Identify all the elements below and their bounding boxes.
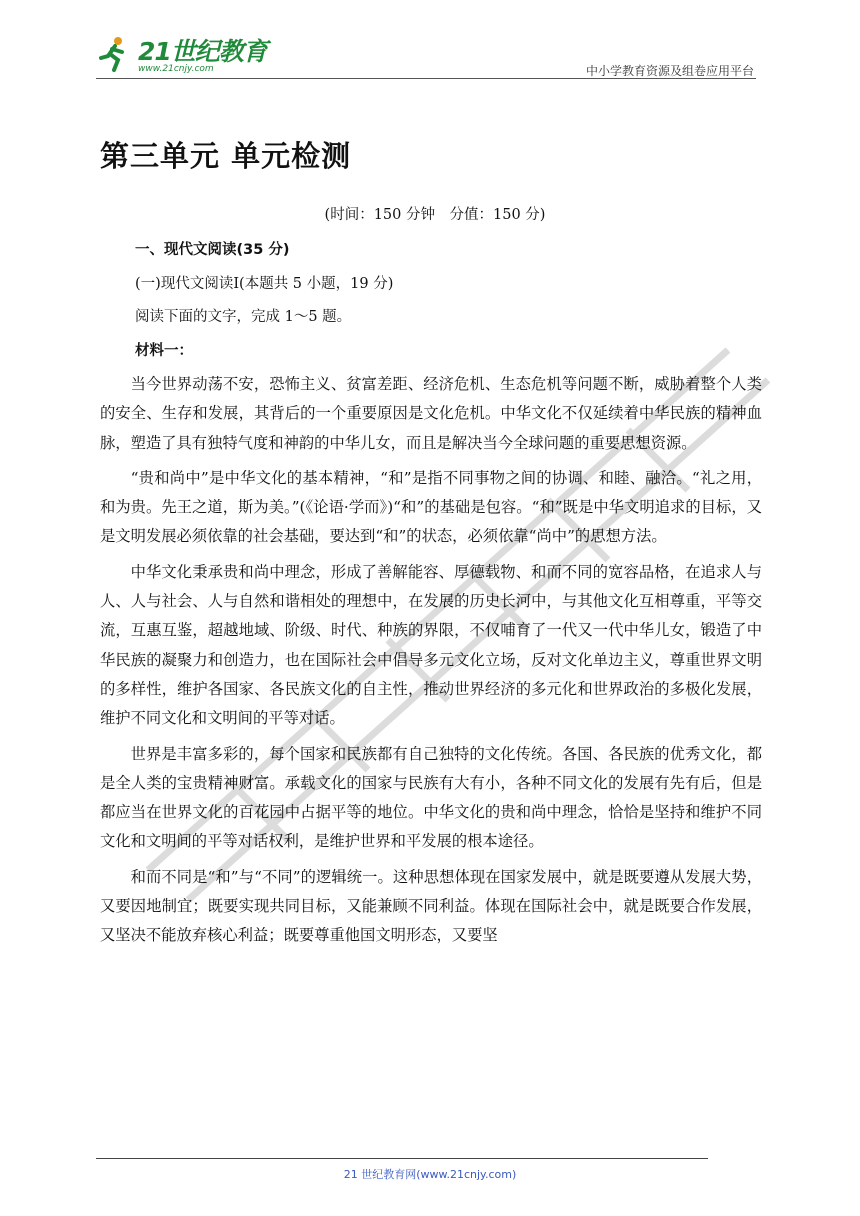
header-divider xyxy=(96,78,756,79)
instruction-text: 阅读下面的文字，完成 1～5 题。 xyxy=(135,309,352,325)
logo[interactable] xyxy=(96,30,296,78)
runner-logo-icon xyxy=(98,36,128,72)
paragraph: 世界是丰富多彩的，每个国家和民族都有自己独特的文化传统。各国、各民族的优秀文化，都是全人类的宝贵精神财富。承载文化的国家与民族有大有小，各种不同文化的发展有先有后，但是都应当在世界文化的百花园中占据平等的地位。中华文化的贵和尚中理念，恰恰是坚持和维护不同文化和文明间的平等对话权利，是维护世界和平发展的根本途径。 xyxy=(100,744,762,851)
logo-text: 21世纪教育 xyxy=(138,37,267,66)
subsection-heading: (一)现代文阅读Ⅰ(本题共 5 小题，19 分) xyxy=(135,276,394,292)
paragraph: 和而不同是“和”与“不同”的逻辑统一。这种思想体现在国家发展中，就是既要遵从发展大势，又要因地制宜；既要实现共同目标，又能兼顾不同利益。体现在国际社会中，就是既要合作发展，又坚决不能放弃核心利益；既要尊重他国文明形态，又要坚 xyxy=(100,867,762,945)
paragraph: 中华文化秉承贵和尚中理念，形成了善解能容、厚德载物、和而不同的宽容品格，在追求人与人、人与社会、人与自然和谐相处的理想中，在发展的历史长河中，与其他文化互相尊重，平等交流，互惠互鉴，超越地域、阶级、时代、种族的界限，不仅哺育了一代又一代中华儿女，锻造了中华民族的凝聚力和创造力，也在国际社会中倡导多元文化立场，反对文化单边主义，尊重世界文明的多样性，维护各国家、各民族文化的自主性，推动世界经济的多元化和世界政治的多极化发展，维护不同文化和文明间的平等对话。 xyxy=(100,562,762,728)
footer-divider xyxy=(96,1158,708,1159)
material-label: 材料一： xyxy=(135,343,193,359)
logo-url: www.21cnjy.com xyxy=(138,64,214,74)
article-body xyxy=(100,370,762,957)
paragraph: 当今世界动荡不安，恐怖主义、贫富差距、经济危机、生态危机等问题不断，威胁着整个人类的安全、生存和发展，其背后的一个重要原因是文化危机。中华文化不仅延续着中华民族的精神血脉，塑造了具有独特气度和神韵的中华儿女，而且是解决当今全球问题的重要思想资源。 xyxy=(100,375,762,452)
paragraph: “贵和尚中”是中华文化的基本精神，“和”是指不同事物之间的协调、和睦、融洽。“礼之用，和为贵。先王之道，斯为美。”(《论语·学而》)“和”的基础是包容。“和”既是中华文明追求的目标，又是文明发展必须依靠的社会基础，要达到“和”的状态，必须依靠“尚中”的思想方法。 xyxy=(100,468,762,546)
page-title: 第三单元 单元检测 xyxy=(100,139,352,173)
exam-meta: (时间：150 分钟 分值：150 分) xyxy=(324,207,546,223)
page-header xyxy=(96,30,756,80)
footer-link[interactable]: 21 世纪教育网(www.21cnjy.com) xyxy=(343,1168,517,1181)
platform-tagline: 中小学教育资源及组卷应用平台 xyxy=(585,64,754,78)
section-heading: 一、现代文阅读(35 分) xyxy=(135,242,290,258)
